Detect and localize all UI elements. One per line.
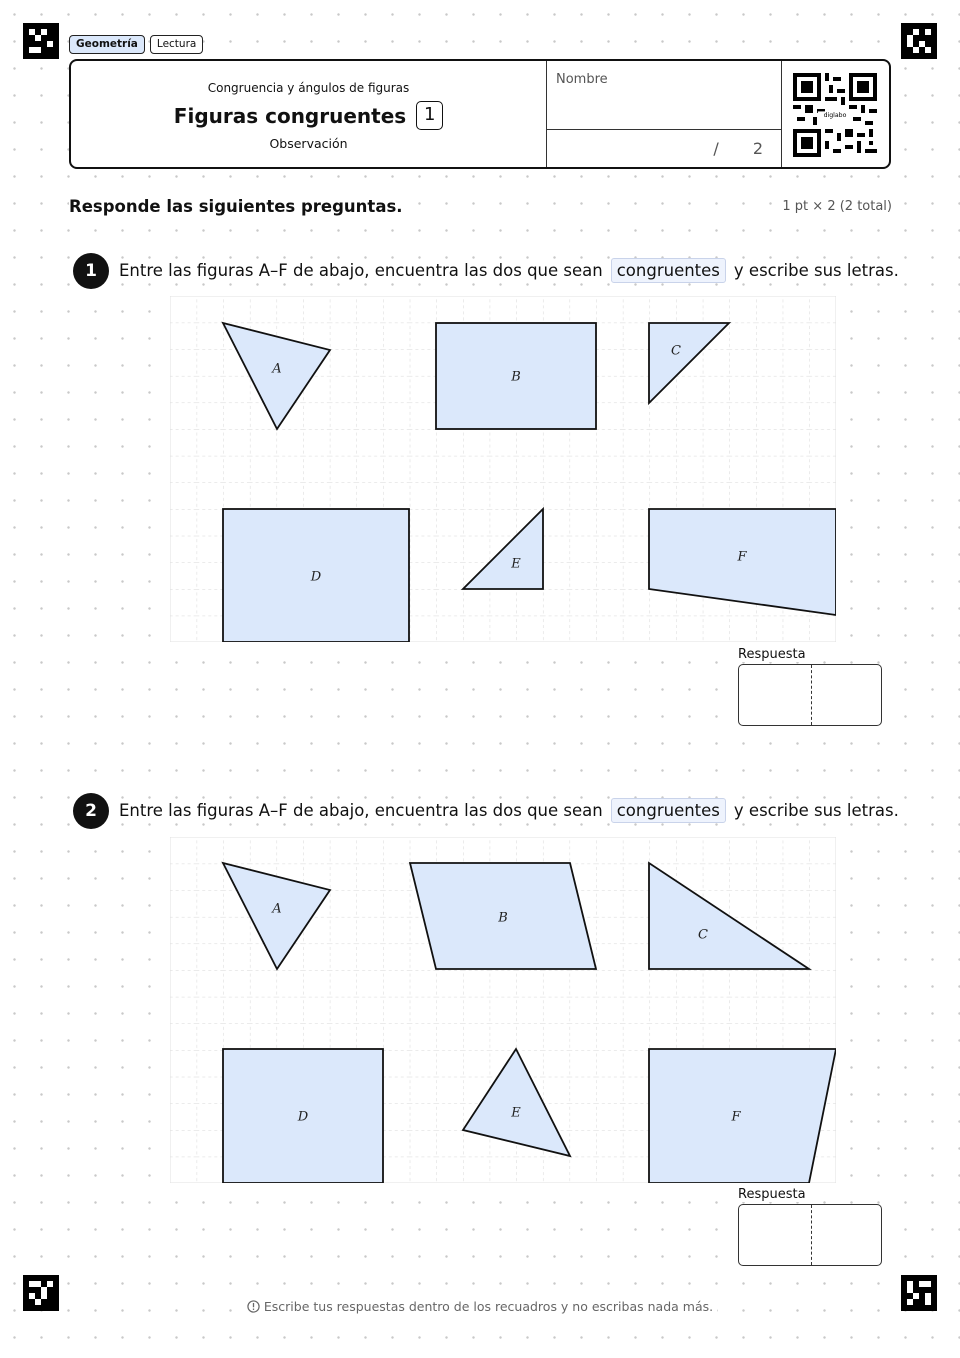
q2-shape-f	[649, 1049, 836, 1183]
score-total: 2	[752, 139, 763, 158]
q1-shape-b-label: B	[511, 369, 521, 385]
tag-list	[69, 35, 203, 54]
qr-code-icon	[793, 73, 877, 157]
answer-box-1-divider	[811, 665, 812, 725]
name-field[interactable]	[546, 61, 782, 167]
corner-marker-top-left	[23, 23, 59, 59]
title-text: Figuras congruentes	[173, 103, 407, 128]
qr-brand-label: diglabo	[823, 112, 847, 120]
name-separator	[547, 129, 781, 130]
footer-text: Escribe tus respuestas dentro de los recuadros y no escribas nada más.	[263, 1299, 714, 1314]
score-field	[713, 139, 763, 158]
footer-note-inner	[243, 1299, 717, 1314]
corner-marker-top-right	[901, 23, 937, 59]
q2-shape-b-label: B	[498, 910, 508, 926]
q1-shape-f-label: F	[737, 549, 747, 565]
question-text-1	[119, 258, 899, 283]
question-number-2: 2	[73, 793, 109, 829]
question-1-text-after: y escribe sus letras.	[733, 261, 899, 280]
q1-shape-c-label: C	[671, 343, 681, 359]
q2-shape-c-label: C	[698, 927, 708, 943]
subject-label: Congruencia y ángulos de figuras	[207, 81, 410, 95]
question-text-2	[119, 798, 899, 823]
q2-shape-a-label: A	[272, 901, 282, 917]
worksheet-number: 1	[416, 101, 443, 130]
question-2-keyword: congruentes	[611, 798, 726, 823]
points-info: 1 pt × 2 (2 total)	[782, 199, 892, 214]
page-title	[71, 101, 546, 130]
worksheet-kind: Observación	[269, 136, 348, 151]
name-label: Nombre	[556, 72, 608, 87]
title-area	[71, 61, 546, 167]
footer-note	[0, 1299, 960, 1314]
tag-geometry: Geometría	[69, 35, 145, 54]
info-circle-icon	[247, 1300, 260, 1313]
score-slash: /	[713, 139, 719, 158]
q1-shape-e-label: E	[511, 556, 521, 572]
q2-shape-f-label: F	[731, 1109, 741, 1125]
q1-shape-d-label: D	[310, 569, 322, 585]
answer-box-2-divider	[811, 1205, 812, 1265]
answer-label-2: Respuesta	[738, 1187, 806, 1202]
question-2-text-after: y escribe sus letras.	[733, 801, 899, 820]
question-number-1: 1	[73, 253, 109, 289]
q1-shape-a-label: A	[272, 361, 282, 377]
figure-question-2	[170, 837, 836, 1183]
question-1-keyword: congruentes	[611, 258, 726, 283]
answer-box-1[interactable]	[738, 664, 882, 726]
q2-shape-e-label: E	[511, 1105, 521, 1121]
answer-box-2[interactable]	[738, 1204, 882, 1266]
worksheet-header	[69, 59, 891, 169]
q2-shape-d-label: D	[297, 1109, 309, 1125]
figure-question-1	[170, 296, 836, 642]
question-1-text-before: Entre las figuras A–F de abajo, encuentra las dos que sean	[119, 261, 603, 280]
question-2-text-before: Entre las figuras A–F de abajo, encuentra las dos que sean	[119, 801, 603, 820]
answer-label-1: Respuesta	[738, 647, 806, 662]
instructions: Responde las siguientes preguntas.	[69, 197, 407, 216]
tag-reading: Lectura	[150, 35, 203, 54]
